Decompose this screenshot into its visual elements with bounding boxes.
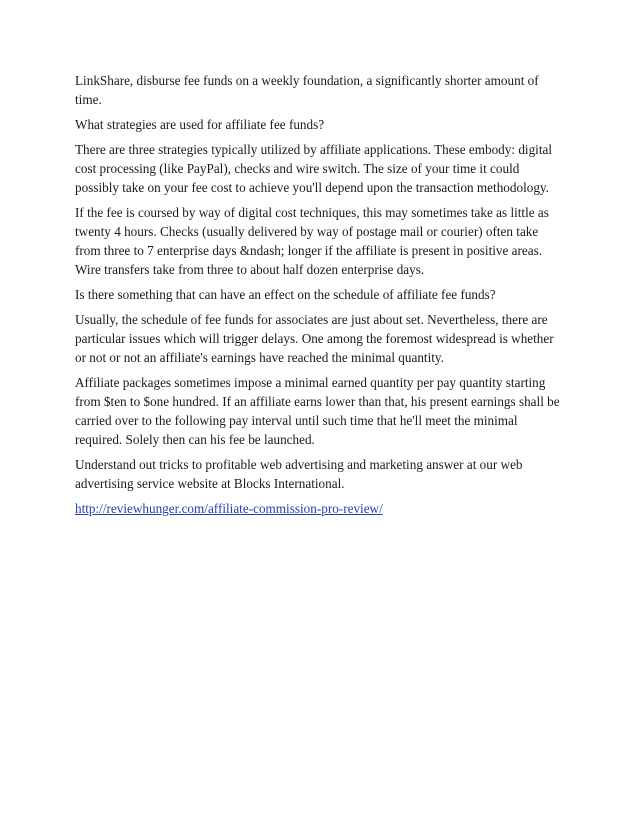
paragraph-schedule-delays: Usually, the schedule of fee funds for associates are just about set. Nevertheless, there are particular issues which will trigger delays. One among the foremost widespread is whether or not or not an affiliate's earnings have reached the minimal quantity. <box>75 312 554 365</box>
paragraph-three-strategies: There are three strategies typically utilized by affiliate applications. These embody: digital cost processing (like PayPal), checks and wire switch. The size of your time it could possibly take on your fee cost to achieve you'll depend upon the transaction methodology. <box>75 142 553 195</box>
paragraph-linkshare: LinkShare, disburse fee funds on a weekly foundation, a significantly shorter amount of time. <box>75 73 539 107</box>
review-link[interactable]: http://reviewhunger.com/affiliate-commission-pro-review/ <box>75 501 383 516</box>
paragraph-digital-cost: If the fee is coursed by way of digital cost techniques, this may sometimes take as little as twenty 4 hours. Checks (usually delivered by way of postage mail or courier) often take from three to 7 enterprise days &ndash; longer if the affiliate is present in positive areas. Wire transfers take from three to about half dozen enterprise days. <box>75 205 549 277</box>
heading-question-strategies: What strategies are used for affiliate fee funds? <box>75 117 325 132</box>
document-body <box>75 71 565 524</box>
heading-question-schedule: Is there something that can have an effect on the schedule of affiliate fee funds? <box>75 287 496 302</box>
link-paragraph <box>75 499 565 518</box>
paragraph-understand-tricks: Understand out tricks to profitable web advertising and marketing answer at our web advertising service website at Blocks International. <box>75 457 523 491</box>
paragraph-minimal-quantity: Affiliate packages sometimes impose a minimal earned quantity per pay quantity starting from $ten to $one hundred. If an affiliate earns lower than that, his present earnings shall be carried over to the following pay interval until such time that he'll meet the minimal required. Solely then can his fee be launched. <box>75 375 560 447</box>
